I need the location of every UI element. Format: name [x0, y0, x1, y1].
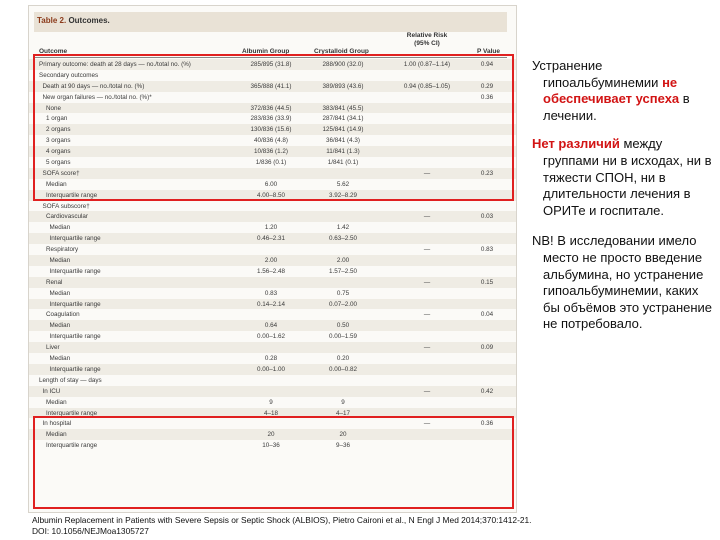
crystalloid-value: 0.07–2.00 [328, 300, 357, 308]
row-label: 2 organs [39, 126, 71, 134]
p-value: 0.09 [480, 344, 494, 352]
table-row [29, 211, 517, 222]
p-value: 0.83 [480, 246, 494, 254]
row-label: Renal [39, 278, 63, 286]
row-label: Interquartile range [39, 365, 101, 373]
table-row [29, 233, 517, 244]
note-1-tail: в лечении. [543, 91, 690, 123]
row-label: Length of stay — days [39, 376, 102, 384]
table-row [29, 342, 517, 353]
albumin-value: 285/895 (31.8) [250, 61, 292, 68]
table-row [29, 320, 517, 331]
relative-risk-value: 0.94 (0.85–1.05) [403, 82, 451, 90]
row-label: In hospital [39, 420, 72, 428]
crystalloid-value: 287/841 (34.1) [322, 115, 364, 123]
relative-risk-value: — [423, 311, 431, 319]
row-label: Median [39, 355, 71, 363]
col-header-albumin: Albumin Group [242, 48, 290, 55]
row-label: Interquartile range [39, 333, 101, 341]
crystalloid-value: 389/893 (43.6) [322, 82, 364, 90]
crystalloid-value: 3.92–8.29 [328, 191, 357, 199]
row-label: Median [39, 322, 71, 330]
albumin-value: 0.64 [264, 322, 278, 330]
crystalloid-value: 11/841 (1.3) [326, 148, 360, 156]
crystalloid-value: 0.75 [336, 289, 350, 297]
crystalloid-value: 0.20 [336, 355, 350, 363]
crystalloid-value: 9–36 [335, 442, 350, 450]
relative-risk-value: — [423, 213, 431, 221]
relative-risk-value: — [423, 387, 431, 395]
albumin-value: 130/836 (15.6) [250, 126, 292, 134]
row-label: SOFA score† [39, 169, 80, 177]
p-value: 0.29 [480, 82, 494, 90]
row-label: Liver [39, 344, 60, 352]
table-row [29, 222, 517, 233]
row-label: Interquartile range [39, 191, 98, 199]
albumin-value: 0.28 [264, 355, 278, 363]
crystalloid-value: 2.00 [336, 257, 350, 265]
table-row [29, 244, 517, 255]
table-row [29, 375, 517, 386]
table-row [29, 201, 517, 212]
table-row [29, 386, 517, 397]
row-label: Primary outcome: death at 28 days — no./total no. (%) [39, 61, 191, 68]
note-2 [532, 136, 714, 219]
albumin-value: 0.14–2.14 [256, 300, 285, 308]
crystalloid-value: 36/841 (4.3) [326, 137, 360, 145]
row-label: Interquartile range [39, 442, 98, 450]
row-label: Respiratory [39, 246, 79, 254]
p-value: 0.23 [480, 169, 494, 177]
row-label: Median [39, 180, 67, 188]
albumin-value: 40/836 (4.8) [254, 137, 288, 145]
albumin-value: 20 [267, 431, 275, 439]
relative-risk-value: — [423, 420, 431, 428]
albumin-value: 1.56–2.48 [256, 267, 285, 275]
relative-risk-value: — [423, 344, 431, 352]
row-label: Interquartile range [39, 267, 101, 275]
highlight-box-length-of-stay [33, 416, 514, 509]
p-value: 0.94 [480, 61, 494, 68]
crystalloid-value: 4–17 [335, 409, 350, 417]
row-label: Death at 90 days — no./total no. (%) [39, 82, 145, 90]
crystalloid-value: 288/900 (32.0) [322, 61, 364, 68]
table-caption-text: Outcomes. [68, 16, 110, 25]
note-2-emphasis: Нет различий [532, 136, 620, 152]
table-row [29, 331, 517, 342]
table-row [29, 364, 517, 375]
citation-reference: Albumin Replacement in Patients with Severe Sepsis or Septic Shock (ALBIOS), Pietro Caironi et al., N Engl J Med 2014;370:1412-21. [32, 515, 532, 525]
albumin-value: 10/836 (1.2) [254, 148, 288, 156]
row-label: In ICU [39, 387, 61, 395]
row-label: SOFA subscore† [39, 202, 90, 210]
row-label: Median [39, 289, 71, 297]
crystalloid-value: 383/841 (45.5) [322, 104, 364, 112]
row-label: 5 organs [39, 159, 71, 167]
table-row [29, 309, 517, 320]
col-header-relative-risk: Relative Risk (95% CI) [406, 32, 448, 47]
albumin-value: 10–36 [262, 442, 280, 450]
table-row [29, 397, 517, 408]
crystalloid-value: 1/841 (0.1) [327, 159, 359, 167]
crystalloid-value: 5.62 [336, 180, 350, 188]
crystalloid-value: 1.57–2.50 [328, 267, 357, 275]
row-label: Median [39, 431, 67, 439]
row-label: None [39, 104, 62, 112]
col-header-crystalloid: Crystalloid Group [314, 48, 369, 55]
note-3-text: NB! В исследовании имело место не просто введение альбумина, но устранение гипоальбуминемии, каких бы объёмов это устранение не потребовало. [532, 233, 713, 332]
albumin-value: 6.00 [264, 180, 278, 188]
albumin-value: 283/836 (33.9) [250, 115, 292, 123]
row-label: 1 organ [39, 115, 68, 123]
note-2-text: между группами ни в исходах, ни в тяжести СПОН, ни в длительности лечения в ОРИТе и госпитале. [543, 136, 712, 218]
commentary [532, 58, 714, 347]
row-label: 3 organs [39, 137, 71, 145]
p-value: 0.36 [480, 93, 494, 101]
crystalloid-value: 0.50 [336, 322, 350, 330]
citation-doi: DOI: 10.1056/NEJMoa1305727 [32, 526, 149, 536]
crystalloid-value: 9 [341, 398, 345, 406]
crystalloid-value: 0.00–0.82 [328, 365, 357, 373]
row-label: Secondary outcomes [39, 71, 99, 79]
crystalloid-value: 125/841 (14.9) [322, 126, 364, 134]
albumin-value: 9 [269, 398, 273, 406]
p-value: 0.03 [480, 213, 494, 221]
albumin-value: 4.00–8.50 [256, 191, 285, 199]
row-label: Cardiovascular [39, 213, 88, 221]
table-row [29, 299, 517, 310]
note-1 [532, 58, 714, 124]
col-header-p-value: P Value [477, 48, 501, 55]
crystalloid-value: 0.63–2.50 [328, 235, 357, 243]
p-value: 0.36 [480, 420, 494, 428]
table-row [29, 255, 517, 266]
table-caption [37, 16, 110, 25]
albumin-value: 0.00–1.00 [256, 365, 285, 373]
crystalloid-value: 0.00–1.59 [328, 333, 357, 341]
highlight-box-outcomes [33, 54, 514, 201]
note-3 [532, 233, 714, 333]
row-label: Median [39, 224, 71, 232]
row-label: 4 organs [39, 148, 71, 156]
relative-risk-value: — [423, 169, 431, 177]
table-row [29, 353, 517, 364]
table-row [29, 266, 517, 277]
relative-risk-value: — [423, 278, 431, 286]
table-row [29, 288, 517, 299]
albumin-value: 4–18 [263, 409, 278, 417]
table-caption-label: Table 2. [37, 16, 67, 25]
row-label: Median [39, 398, 67, 406]
row-label: Interquartile range [39, 409, 98, 417]
row-label: Coagulation [39, 311, 80, 319]
relative-risk-value: — [423, 246, 431, 254]
note-1-emphasis: не обеспечивает успеха [543, 74, 680, 107]
p-value: 0.15 [480, 278, 494, 286]
relative-risk-value: 1.00 (0.87–1.14) [403, 61, 451, 68]
albumin-value: 2.00 [264, 257, 278, 265]
p-value: 0.42 [480, 387, 494, 395]
albumin-value: 1.20 [264, 224, 278, 232]
col-header-outcome: Outcome [39, 48, 68, 55]
albumin-value: 372/836 (44.5) [250, 104, 292, 112]
albumin-value: 1/836 (0.1) [255, 159, 287, 167]
row-label: Interquartile range [39, 235, 101, 243]
note-1-text: Устранение гипоальбуминемии [532, 58, 663, 90]
albumin-value: 365/888 (41.1) [250, 82, 292, 90]
row-label: Interquartile range [39, 300, 101, 308]
crystalloid-value: 20 [339, 431, 347, 439]
albumin-value: 0.46–2.31 [256, 235, 285, 243]
table-row [29, 277, 517, 288]
albumin-value: 0.83 [264, 289, 278, 297]
citation [32, 515, 532, 537]
row-label: Median [39, 257, 71, 265]
p-value: 0.04 [480, 311, 494, 319]
albumin-value: 0.00–1.62 [256, 333, 285, 341]
row-label: New organ failures — no./total no. (%)* [39, 93, 152, 101]
crystalloid-value: 1.42 [336, 224, 350, 232]
